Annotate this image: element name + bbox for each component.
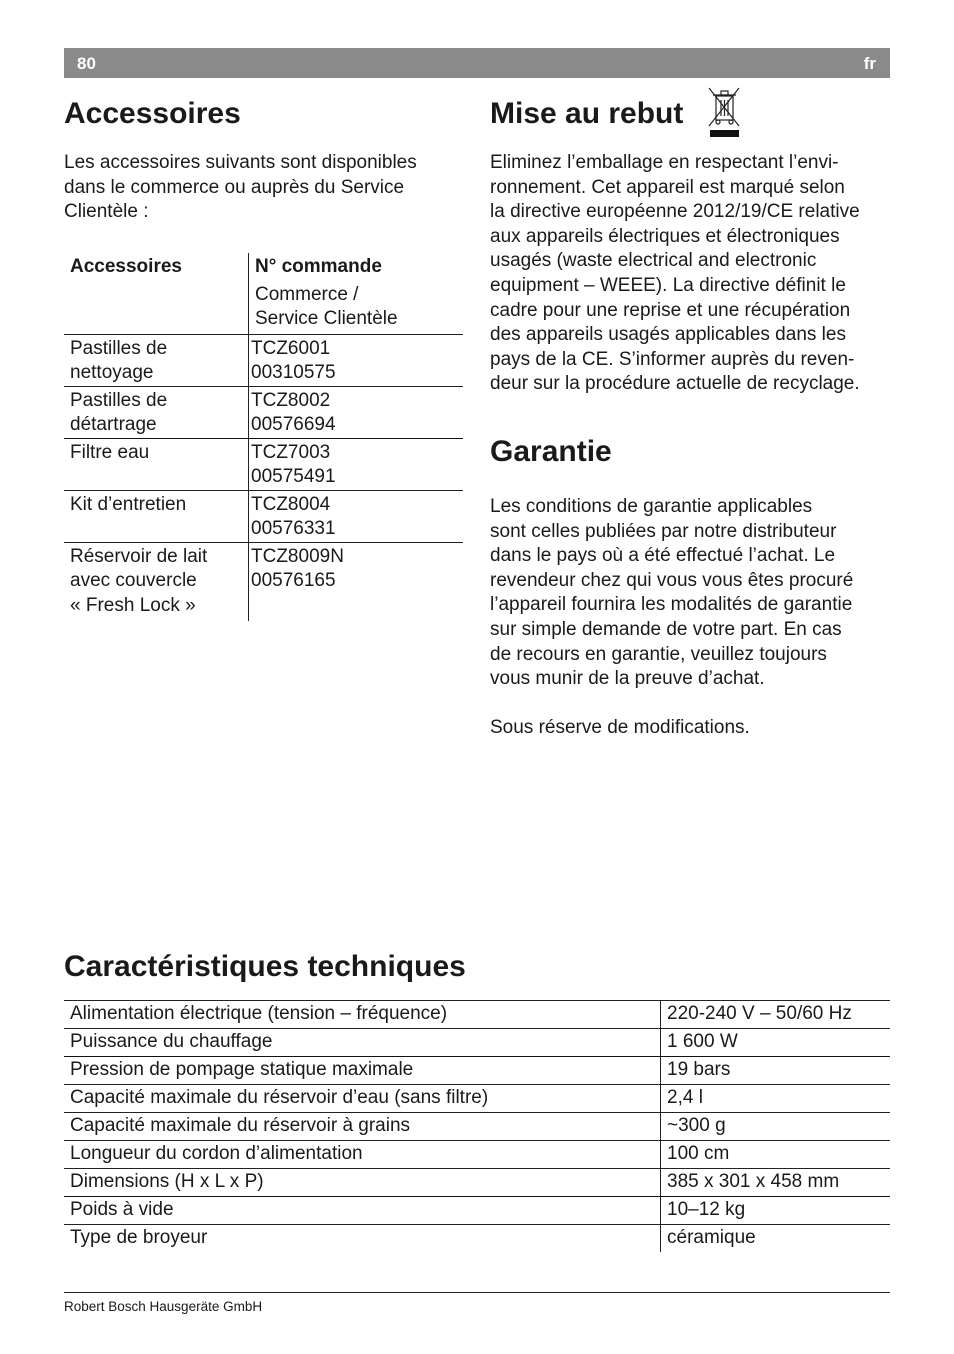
column-header-order-sub: Commerce / Service Clientèle (255, 283, 398, 329)
column-header-order-number: N° commande (255, 256, 382, 277)
table-row: Pastilles de nettoyage TCZ6001 00310575 (64, 334, 463, 386)
table-row: Pastilles de détartrage TCZ8002 00576694 (64, 386, 463, 438)
warranty-title: Garantie (490, 435, 612, 468)
modification-notice: Sous réserve de modifications. (490, 717, 750, 738)
table-row: Dimensions (H x L x P) 385 x 301 x 458 mm (64, 1169, 890, 1197)
specs-title: Caractéristiques techniques (64, 950, 466, 983)
table-row: Pression de pompage statique maximale 19 bars (64, 1057, 890, 1085)
disposal-title: Mise au rebut (490, 97, 684, 130)
table-row: Puissance du chauffage 1 600 W (64, 1029, 890, 1057)
table-header-row (64, 253, 463, 334)
footer-divider (64, 1292, 890, 1293)
column-header-accessories: Accessoires (70, 256, 182, 277)
page-header-bar (64, 48, 890, 78)
table-row: Réservoir de lait avec couvercle « Fresh Lock » TCZ8009N 00576165 (64, 542, 463, 621)
page-number: 80 (77, 54, 96, 73)
table-row: Capacité maximale du réservoir d’eau (sans filtre) 2,4 l (64, 1085, 890, 1113)
warranty-text: Les conditions de garantie applicables sont celles publiées par notre distributeur dans le pays où a été effectué l’achat. Le revendeur chez qui vous vous êtes procuré l’appareil fournira les modalités de garantie sur simple demande de votre part. En cas de recours en garantie, veuillez toujours vous munir de la preuve d’achat. (490, 496, 854, 690)
footer-company: Robert Bosch Hausgeräte GmbH (64, 1299, 263, 1314)
table-row: Poids à vide 10–12 kg (64, 1197, 890, 1225)
table-row: Alimentation électrique (tension – fréquence) 220-240 V – 50/60 Hz (64, 1001, 890, 1029)
language-code: fr (863, 54, 876, 73)
table-row: Kit d’entretien TCZ8004 00576331 (64, 490, 463, 542)
specs-table (64, 1000, 890, 1252)
table-row: Type de broyeur céramique (64, 1225, 890, 1253)
accessories-title: Accessoires (64, 97, 241, 130)
accessories-intro: Les accessoires suivants sont disponibles dans le commerce ou auprès du Service Clientèle : (64, 152, 417, 223)
accessories-table (64, 253, 463, 621)
disposal-text: Eliminez l’emballage en respectant l’envi- ronnement. Cet appareil est marqué selon la directive européenne 2012/19/CE relative aux appareils électriques et électroniques usagés (waste electrical and electronic equipment – WEEE). La directive définit le cadre pour une reprise et une récupération des appareils usagés applicables dans les pays de la CE. S’informer auprès du reven- deur sur la procédure actuelle de recyclage. (490, 152, 860, 395)
table-row: Filtre eau TCZ7003 00575491 (64, 438, 463, 490)
table-row: Longueur du cordon d’alimentation 100 cm (64, 1141, 890, 1169)
table-row: Capacité maximale du réservoir à grains ~300 g (64, 1113, 890, 1141)
crossed-out-wheelie-bin-icon (707, 86, 741, 140)
